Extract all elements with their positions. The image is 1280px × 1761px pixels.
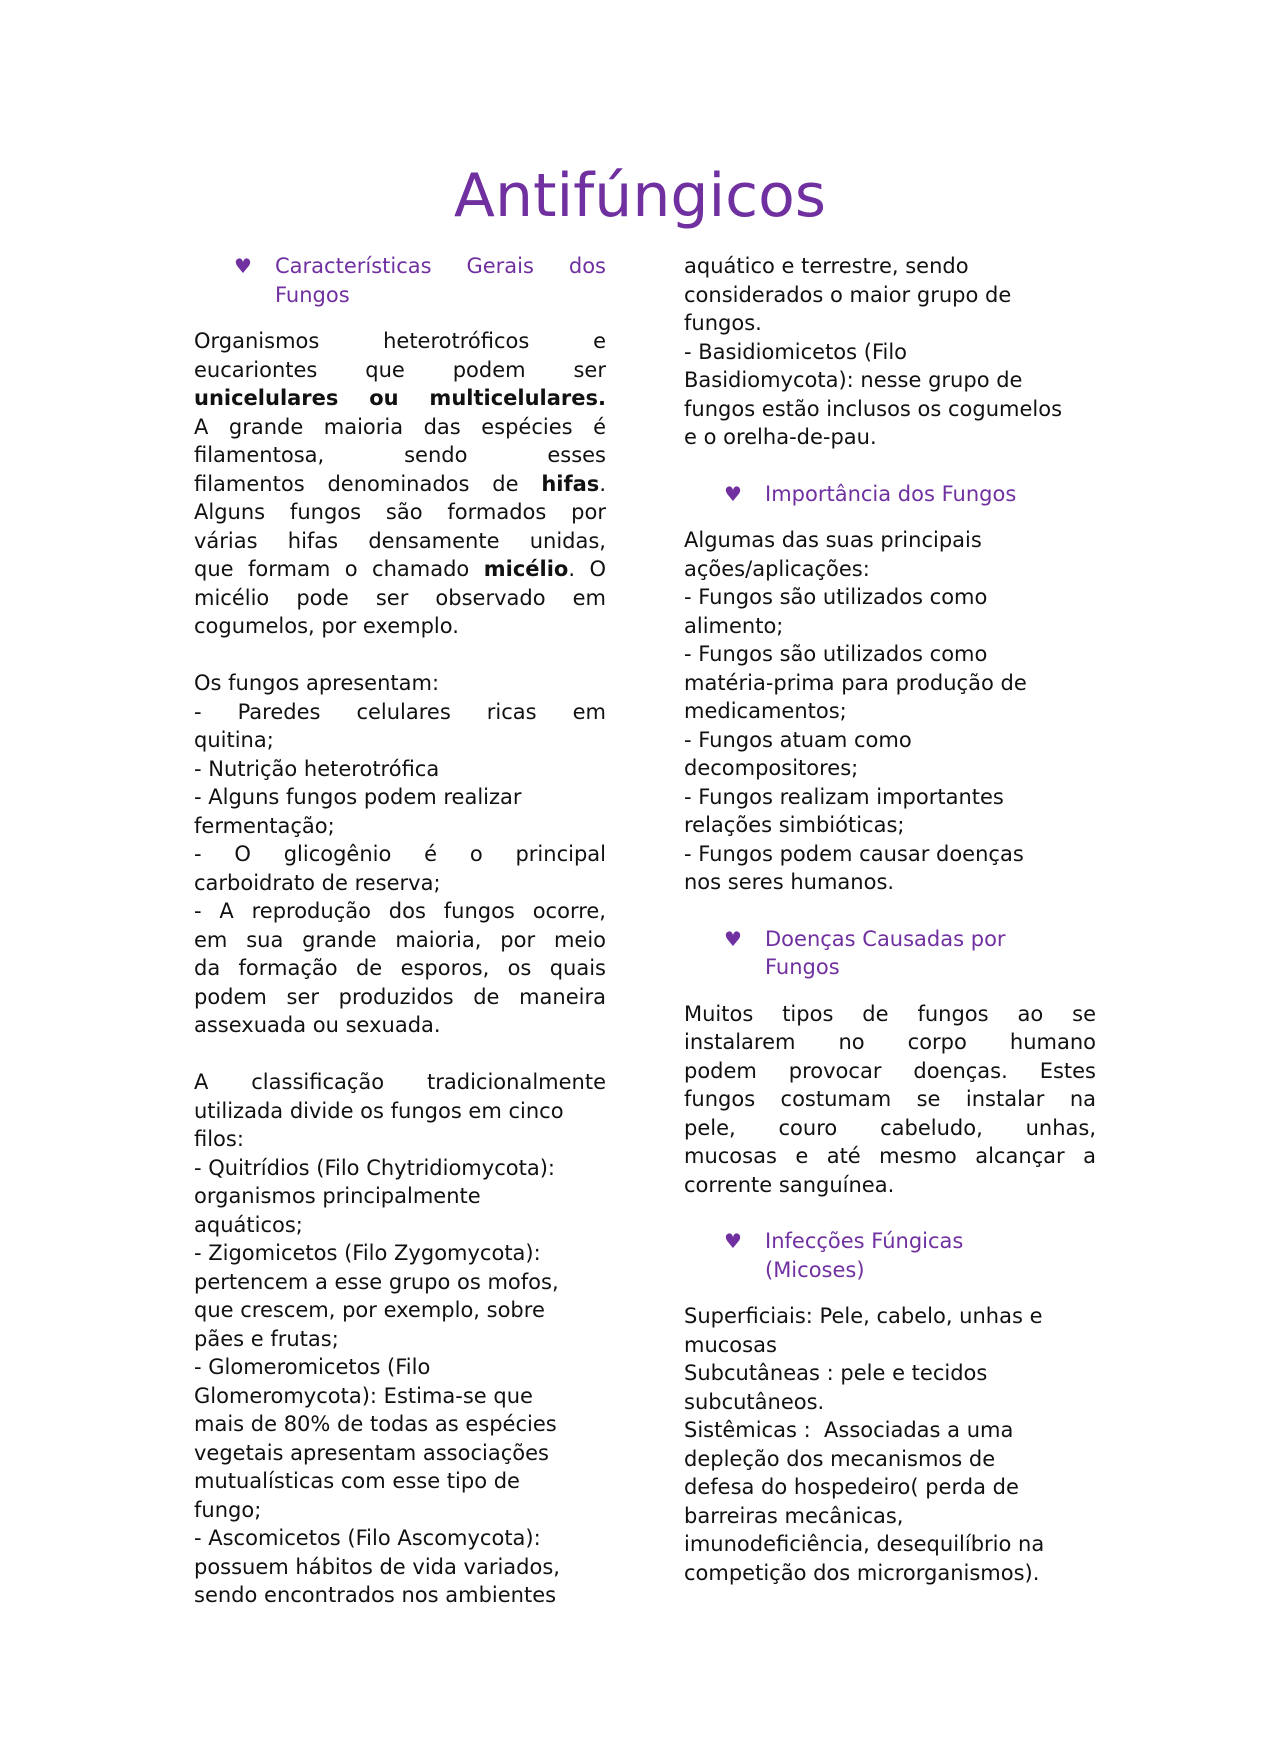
- text-line: barreiras mecânicas,: [684, 1503, 904, 1528]
- text-line: - Fungos são utilizados como: [684, 642, 988, 666]
- paragraph-classificacao: [194, 1068, 606, 1610]
- text-line: - Basidiomicetos (Filo: [684, 339, 908, 364]
- text-line: podem ser produzidos de maneira: [194, 984, 606, 1009]
- heading-text: Características Gerais dos Fungos: [275, 254, 606, 307]
- paragraph-importancia: [684, 526, 1096, 897]
- text-line: mucosas: [684, 1332, 777, 1357]
- text-line: subcutâneos.: [684, 1389, 825, 1414]
- heading-text: Doenças Causadas por Fungos: [765, 926, 1006, 979]
- heart-bullet-icon: ♥: [724, 926, 742, 951]
- text-line: Os fungos apresentam:: [194, 671, 440, 695]
- paragraph-doencas: [684, 1000, 1096, 1200]
- paragraph-infeccoes: [684, 1302, 1096, 1587]
- text-line: Sistêmicas : Associadas a uma: [684, 1418, 1014, 1442]
- text-line: [194, 384, 606, 413]
- text-line: - Zigomicetos (Filo Zygomycota):: [194, 1241, 541, 1265]
- text-line: depleção dos mecanismos de: [684, 1446, 996, 1471]
- text-line: Algumas das suas principais: [684, 528, 982, 552]
- text-line: aquáticos;: [194, 1212, 303, 1237]
- text-line: - Ascomicetos (Filo Ascomycota):: [194, 1526, 541, 1550]
- text-line: - Fungos podem causar doenças: [684, 841, 1024, 866]
- text-line: - Fungos atuam como: [684, 727, 912, 752]
- text-line: medicamentos;: [684, 699, 847, 723]
- text-line: corrente sanguínea.: [684, 1172, 895, 1197]
- text-line: fermentação;: [194, 813, 335, 838]
- text-line: imunodeficiência, desequilíbrio na: [684, 1532, 1045, 1556]
- bold-term: micélio: [483, 557, 569, 581]
- text-line: mucosas e até mesmo alcançar a: [684, 1144, 1096, 1168]
- left-column: [194, 252, 606, 1610]
- text-line: mais de 80% de todas as espécies: [194, 1412, 557, 1436]
- text-line: considerados o maior grupo de: [684, 282, 1012, 307]
- text-line: Subcutâneas : pele e tecidos: [684, 1361, 988, 1385]
- text-line: alimento;: [684, 613, 784, 638]
- bold-term: hifas: [541, 471, 600, 496]
- text-line: sendo encontrados nos ambientes: [194, 1583, 557, 1607]
- paragraph-organismos: [194, 327, 606, 641]
- text-fragment: filamentos denominados de: [194, 471, 542, 496]
- text-line: utilizada divide os fungos em cinco: [194, 1098, 564, 1123]
- heading-importancia: [684, 480, 1096, 509]
- text-line: Superficiais: Pele, cabelo, unhas e: [684, 1304, 1043, 1328]
- text-line: instalarem no corpo humano: [684, 1030, 1096, 1054]
- text-line: assexuada ou sexuada.: [194, 1013, 441, 1037]
- right-column: [684, 252, 1096, 1587]
- text-line: - Alguns fungos podem realizar: [194, 785, 522, 809]
- text-line: que crescem, por exemplo, sobre: [194, 1298, 545, 1322]
- text-line: - A reprodução dos fungos ocorre,: [194, 899, 606, 923]
- text-line: matéria-prima para produção de: [684, 670, 1027, 695]
- heading-caracteristicas: [194, 252, 606, 309]
- text-line: [194, 555, 606, 584]
- bold-term: unicelulares ou multicelulares.: [194, 386, 606, 410]
- text-line: e o orelha-de-pau.: [684, 425, 877, 449]
- heading-text: Infecções Fúngicas (Micoses): [765, 1229, 964, 1282]
- text-line: [194, 470, 606, 499]
- text-line: filamentosa, sendo esses: [194, 443, 606, 467]
- text-line: pães e frutas;: [194, 1326, 339, 1351]
- text-line: micélio pode ser observado em: [194, 585, 606, 610]
- heading-doencas: [684, 925, 1096, 982]
- text-line: mutualísticas com esse tipo de: [194, 1469, 520, 1493]
- text-line: organismos principalmente: [194, 1184, 481, 1208]
- text-line: fungo;: [194, 1497, 262, 1522]
- text-line: Basidiomycota): nesse grupo de: [684, 368, 1023, 392]
- text-fragment: . O: [568, 557, 606, 581]
- text-line: filos:: [194, 1127, 244, 1151]
- text-line: defesa do hospedeiro( perda de: [684, 1475, 1019, 1499]
- text-line: nos seres humanos.: [684, 870, 895, 894]
- text-line: pele, couro cabeludo, unhas,: [684, 1115, 1096, 1140]
- text-line: relações simbióticas;: [684, 813, 905, 837]
- text-line: Muitos tipos de fungos ao se: [684, 1001, 1096, 1026]
- text-fragment: que formam o chamado: [194, 557, 484, 581]
- text-line: cogumelos, por exemplo.: [194, 614, 459, 638]
- text-line: A grande maioria das espécies é: [194, 414, 606, 439]
- text-line: aquático e terrestre, sendo: [684, 254, 969, 278]
- heading-infeccoes: [684, 1227, 1096, 1284]
- text-line: - Nutrição heterotrófica: [194, 756, 440, 781]
- text-line: quitina;: [194, 728, 274, 752]
- text-line: Glomeromycota): Estima-se que: [194, 1383, 533, 1408]
- text-line: - Glomeromicetos (Filo: [194, 1355, 431, 1379]
- text-line: ações/aplicações:: [684, 556, 870, 581]
- text-line: carboidrato de reserva;: [194, 870, 441, 895]
- text-line: várias hifas densamente unidas,: [194, 528, 606, 553]
- text-line: competição dos microrganismos).: [684, 1560, 1040, 1585]
- text-line: vegetais apresentam associações: [194, 1440, 549, 1465]
- text-line: fungos.: [684, 311, 762, 335]
- text-line: A classificação tradicionalmente: [194, 1070, 606, 1094]
- text-line: em sua grande maioria, por meio: [194, 927, 606, 952]
- page-title: Antifúngicos: [453, 161, 827, 231]
- heart-bullet-icon: ♥: [724, 1229, 742, 1253]
- text-line: - Quitrídios (Filo Chytridiomycota):: [194, 1155, 555, 1180]
- heart-bullet-icon: ♥: [724, 481, 742, 506]
- text-line: eucariontes que podem ser: [194, 357, 606, 382]
- text-line: possuem hábitos de vida variados,: [194, 1554, 560, 1579]
- text-line: podem provocar doenças. Estes: [684, 1058, 1096, 1083]
- paragraph-fungos-apresentam: [194, 669, 606, 1040]
- heart-bullet-icon: ♥: [234, 254, 252, 278]
- text-line: pertencem a esse grupo os mofos,: [194, 1269, 559, 1294]
- text-line: Alguns fungos são formados por: [194, 500, 606, 524]
- text-line: - Fungos realizam importantes: [684, 784, 1004, 809]
- text-line: - O glicogênio é o principal: [194, 842, 606, 866]
- text-line: fungos estão inclusos os cogumelos: [684, 396, 1063, 421]
- text-line: Organismos heterotróficos e: [194, 329, 606, 353]
- text-line: da formação de esporos, os quais: [194, 956, 606, 980]
- text-line: decompositores;: [684, 756, 859, 780]
- heading-text: Importância dos Fungos: [765, 481, 1017, 506]
- text-fragment: .: [599, 471, 606, 496]
- text-line: - Paredes celulares ricas em: [194, 699, 606, 724]
- text-line: - Fungos são utilizados como: [684, 585, 988, 609]
- text-line: fungos costumam se instalar na: [684, 1087, 1096, 1111]
- paragraph-classificacao-cont: [684, 252, 1096, 452]
